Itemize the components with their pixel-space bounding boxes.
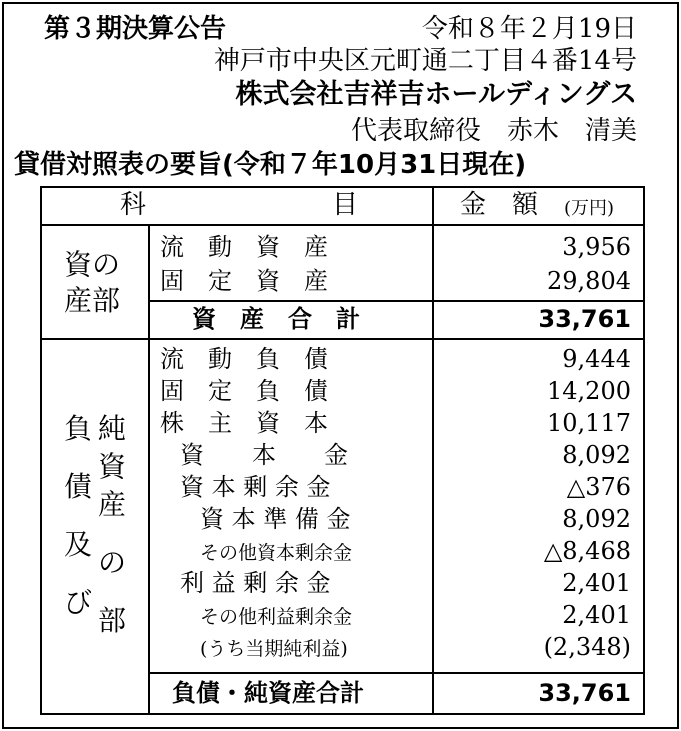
company-name: 株式会社吉祥吉ホールディングス — [235, 79, 637, 110]
liab-total-label: 負債・純資産合計 — [172, 679, 364, 707]
assets-section-label-2: 産部 — [64, 284, 121, 317]
liab-total-value: 33,761 — [538, 679, 631, 707]
column-header-amount: 金 額 — [460, 190, 539, 220]
notice-title: 第３期決算公告 — [44, 14, 227, 44]
liab-row-value: 8,092 — [562, 441, 631, 469]
column-header-item-2: 目 — [332, 190, 359, 220]
liab-row-value: (2,348) — [543, 633, 631, 661]
liab-row-label: 資 本 準 備 金 — [200, 505, 351, 533]
liab-label-glyph: び — [64, 586, 93, 619]
liab-row-label: 資 本 剰 余 金 — [180, 473, 331, 501]
liab-row-value: 2,401 — [562, 569, 631, 597]
liab-row-label: 利 益 剰 余 金 — [180, 569, 331, 597]
statement-title: 貸借対照表の要旨(令和７年10月31日現在) — [14, 150, 527, 180]
liab-row-value: △376 — [566, 473, 631, 501]
equity-label-glyph: 産 — [98, 488, 127, 521]
equity-label-glyph: 部 — [98, 604, 127, 637]
liab-row-label: 流 動 負 債 — [160, 345, 328, 373]
assets-section-divider — [42, 338, 643, 340]
liab-label-glyph: 及 — [64, 528, 93, 561]
liab-row-value: 9,444 — [562, 345, 631, 373]
assets-total-divider — [148, 300, 643, 302]
asset-row-value: 29,804 — [547, 267, 631, 295]
label-column-divider — [148, 224, 150, 713]
liab-row-value: 8,092 — [562, 505, 631, 533]
liab-row-label: 資 本 金 — [180, 441, 348, 469]
liab-row-value: 10,117 — [547, 409, 631, 437]
liab-row-value: 14,200 — [547, 377, 631, 405]
liab-total-divider — [148, 672, 643, 674]
assets-section-label-1: 資の — [64, 248, 121, 281]
company-address: 神戸市中央区元町通二丁目４番14号 — [213, 46, 637, 76]
amount-column-divider — [432, 188, 434, 713]
representative: 代表取締役 赤木 清美 — [350, 116, 637, 146]
liab-row-label: (うち当期純利益) — [200, 638, 348, 660]
column-header-item: 科 — [120, 190, 147, 220]
liab-row-label: 株 主 資 本 — [160, 409, 328, 437]
header-divider — [42, 224, 643, 226]
asset-row-label: 固 定 資 産 — [160, 267, 328, 295]
column-header-unit: (万円) — [564, 198, 615, 219]
equity-label-glyph: 純 — [98, 412, 127, 445]
liab-row-value: 2,401 — [562, 601, 631, 629]
asset-row-label: 流 動 資 産 — [160, 233, 328, 261]
equity-label-glyph: の — [98, 546, 127, 579]
assets-total-value: 33,761 — [538, 305, 631, 333]
liab-label-glyph: 債 — [64, 470, 93, 503]
liab-row-label: その他利益剰余金 — [200, 606, 353, 628]
notice-date: 令和８年２月19日 — [421, 14, 637, 44]
liab-row-value: △8,468 — [543, 537, 631, 565]
equity-label-glyph: 資 — [98, 450, 127, 483]
liab-row-label: その他資本剰余金 — [200, 542, 353, 564]
liab-row-label: 固 定 負 債 — [160, 377, 328, 405]
asset-row-value: 3,956 — [562, 233, 631, 261]
assets-total-label: 資 産 合 計 — [192, 305, 360, 333]
balance-sheet-table — [40, 186, 645, 715]
liab-label-glyph: 負 — [64, 412, 93, 445]
